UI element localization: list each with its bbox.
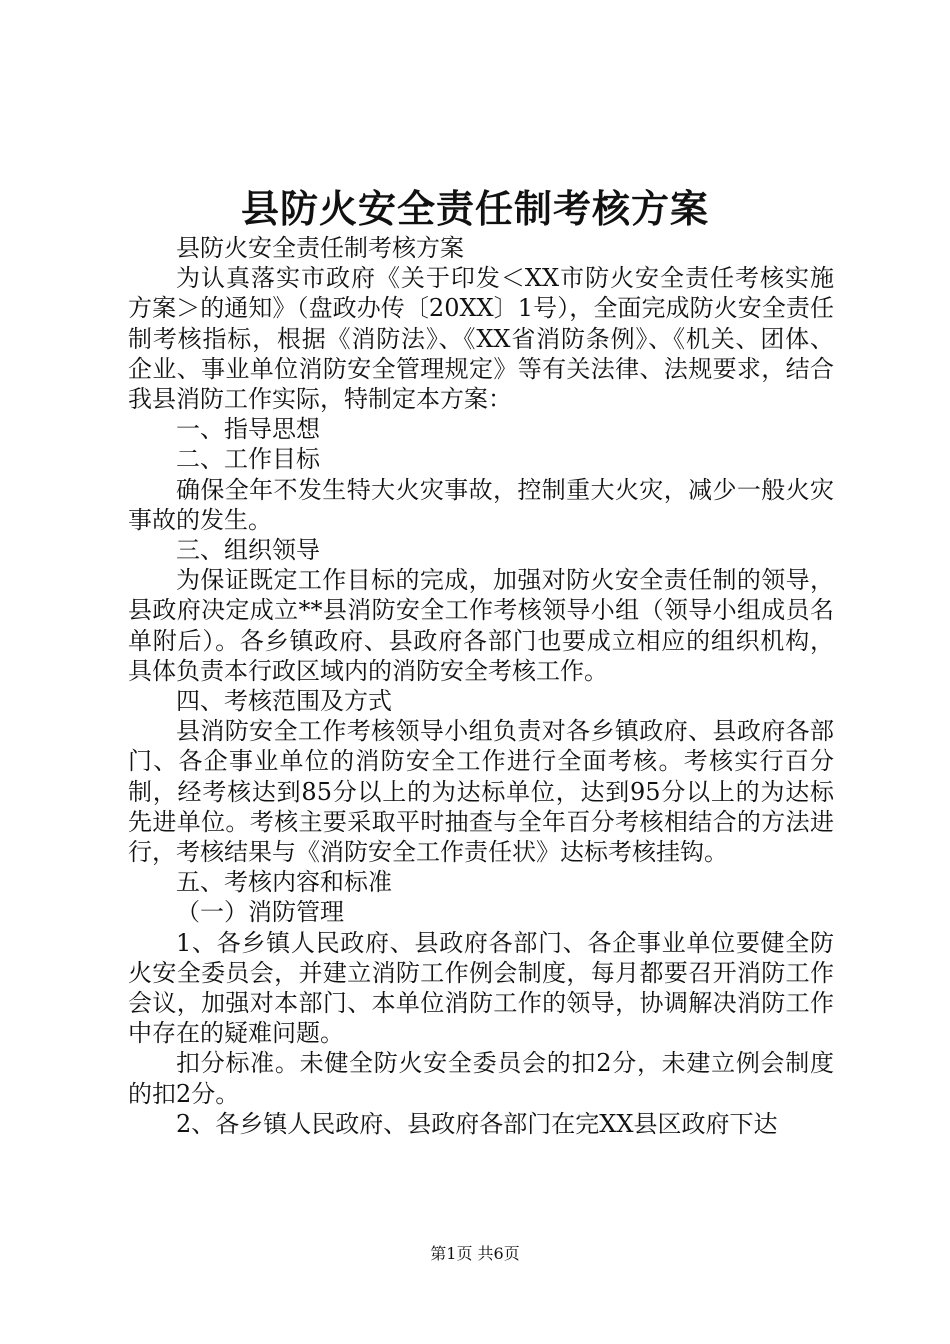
- paragraph-deduction-standard: 扣分标准。未健全防火安全委员会的扣2分，未建立例会制度的扣2分。: [128, 1049, 834, 1108]
- paragraph-work-goals: 确保全年不发生特大火灾事故，控制重大火灾，减少一般火灾事故的发生。: [128, 475, 834, 534]
- heading-guiding-ideology: 一、指导思想: [176, 415, 320, 444]
- document-body: [128, 233, 834, 1139]
- page-footer: 第1页 共6页: [430, 1244, 520, 1263]
- heading-work-goals: 二、工作目标: [176, 445, 320, 474]
- document-title: 县防火安全责任制考核方案: [240, 186, 709, 231]
- paragraph-subtitle: 县防火安全责任制考核方案: [176, 234, 464, 262]
- heading-assessment-scope: 四、考核范围及方式: [176, 687, 392, 716]
- paragraph-item-2: 2、各乡镇人民政府、县政府各部门在完XX县区政府下达: [176, 1109, 778, 1138]
- paragraph-intro: 为认真落实市政府《关于印发＜XX市防火安全责任考核实施方案＞的通知》（盘政办传〔20XX〕1号），全面完成防火安全责任制考核指标，根据《消防法》、《XX省消防条例》、《机关、团体、企业、事业单位消防安全管理规定》等有关法律、法规要求，结合我县消防工作实际，特制定本方案：: [128, 264, 834, 414]
- heading-organization: 三、组织领导: [176, 536, 320, 565]
- paragraph-organization: 为保证既定工作目标的完成，加强对防火安全责任制的领导，县政府决定成立**县消防安全工作考核领导小组（领导小组成员名单附后）。各乡镇政府、县政府各部门也要成立相应的组织机构，具体负责本行政区域内的消防安全考核工作。: [128, 566, 834, 685]
- heading-assessment-content: 五、考核内容和标准: [176, 868, 392, 897]
- paragraph-assessment-scope: 县消防安全工作考核领导小组负责对各乡镇政府、县政府各部门、各企事业单位的消防安全工作进行全面考核。考核实行百分制，经考核达到85分以上的为达标单位，达到95分以上的为达标先进单位。考核主要采取平时抽查与全年百分考核相结合的方法进行，考核结果与《消防安全工作责任状》达标考核挂钩。: [128, 717, 834, 867]
- subheading-fire-management: （一）消防管理: [176, 898, 344, 927]
- paragraph-item-1: 1、各乡镇人民政府、县政府各部门、各企事业单位要健全防火安全委员会，并建立消防工作例会制度，每月都要召开消防工作会议，加强对本部门、本单位消防工作的领导，协调解决消防工作中存在的疑难问题。: [128, 928, 834, 1048]
